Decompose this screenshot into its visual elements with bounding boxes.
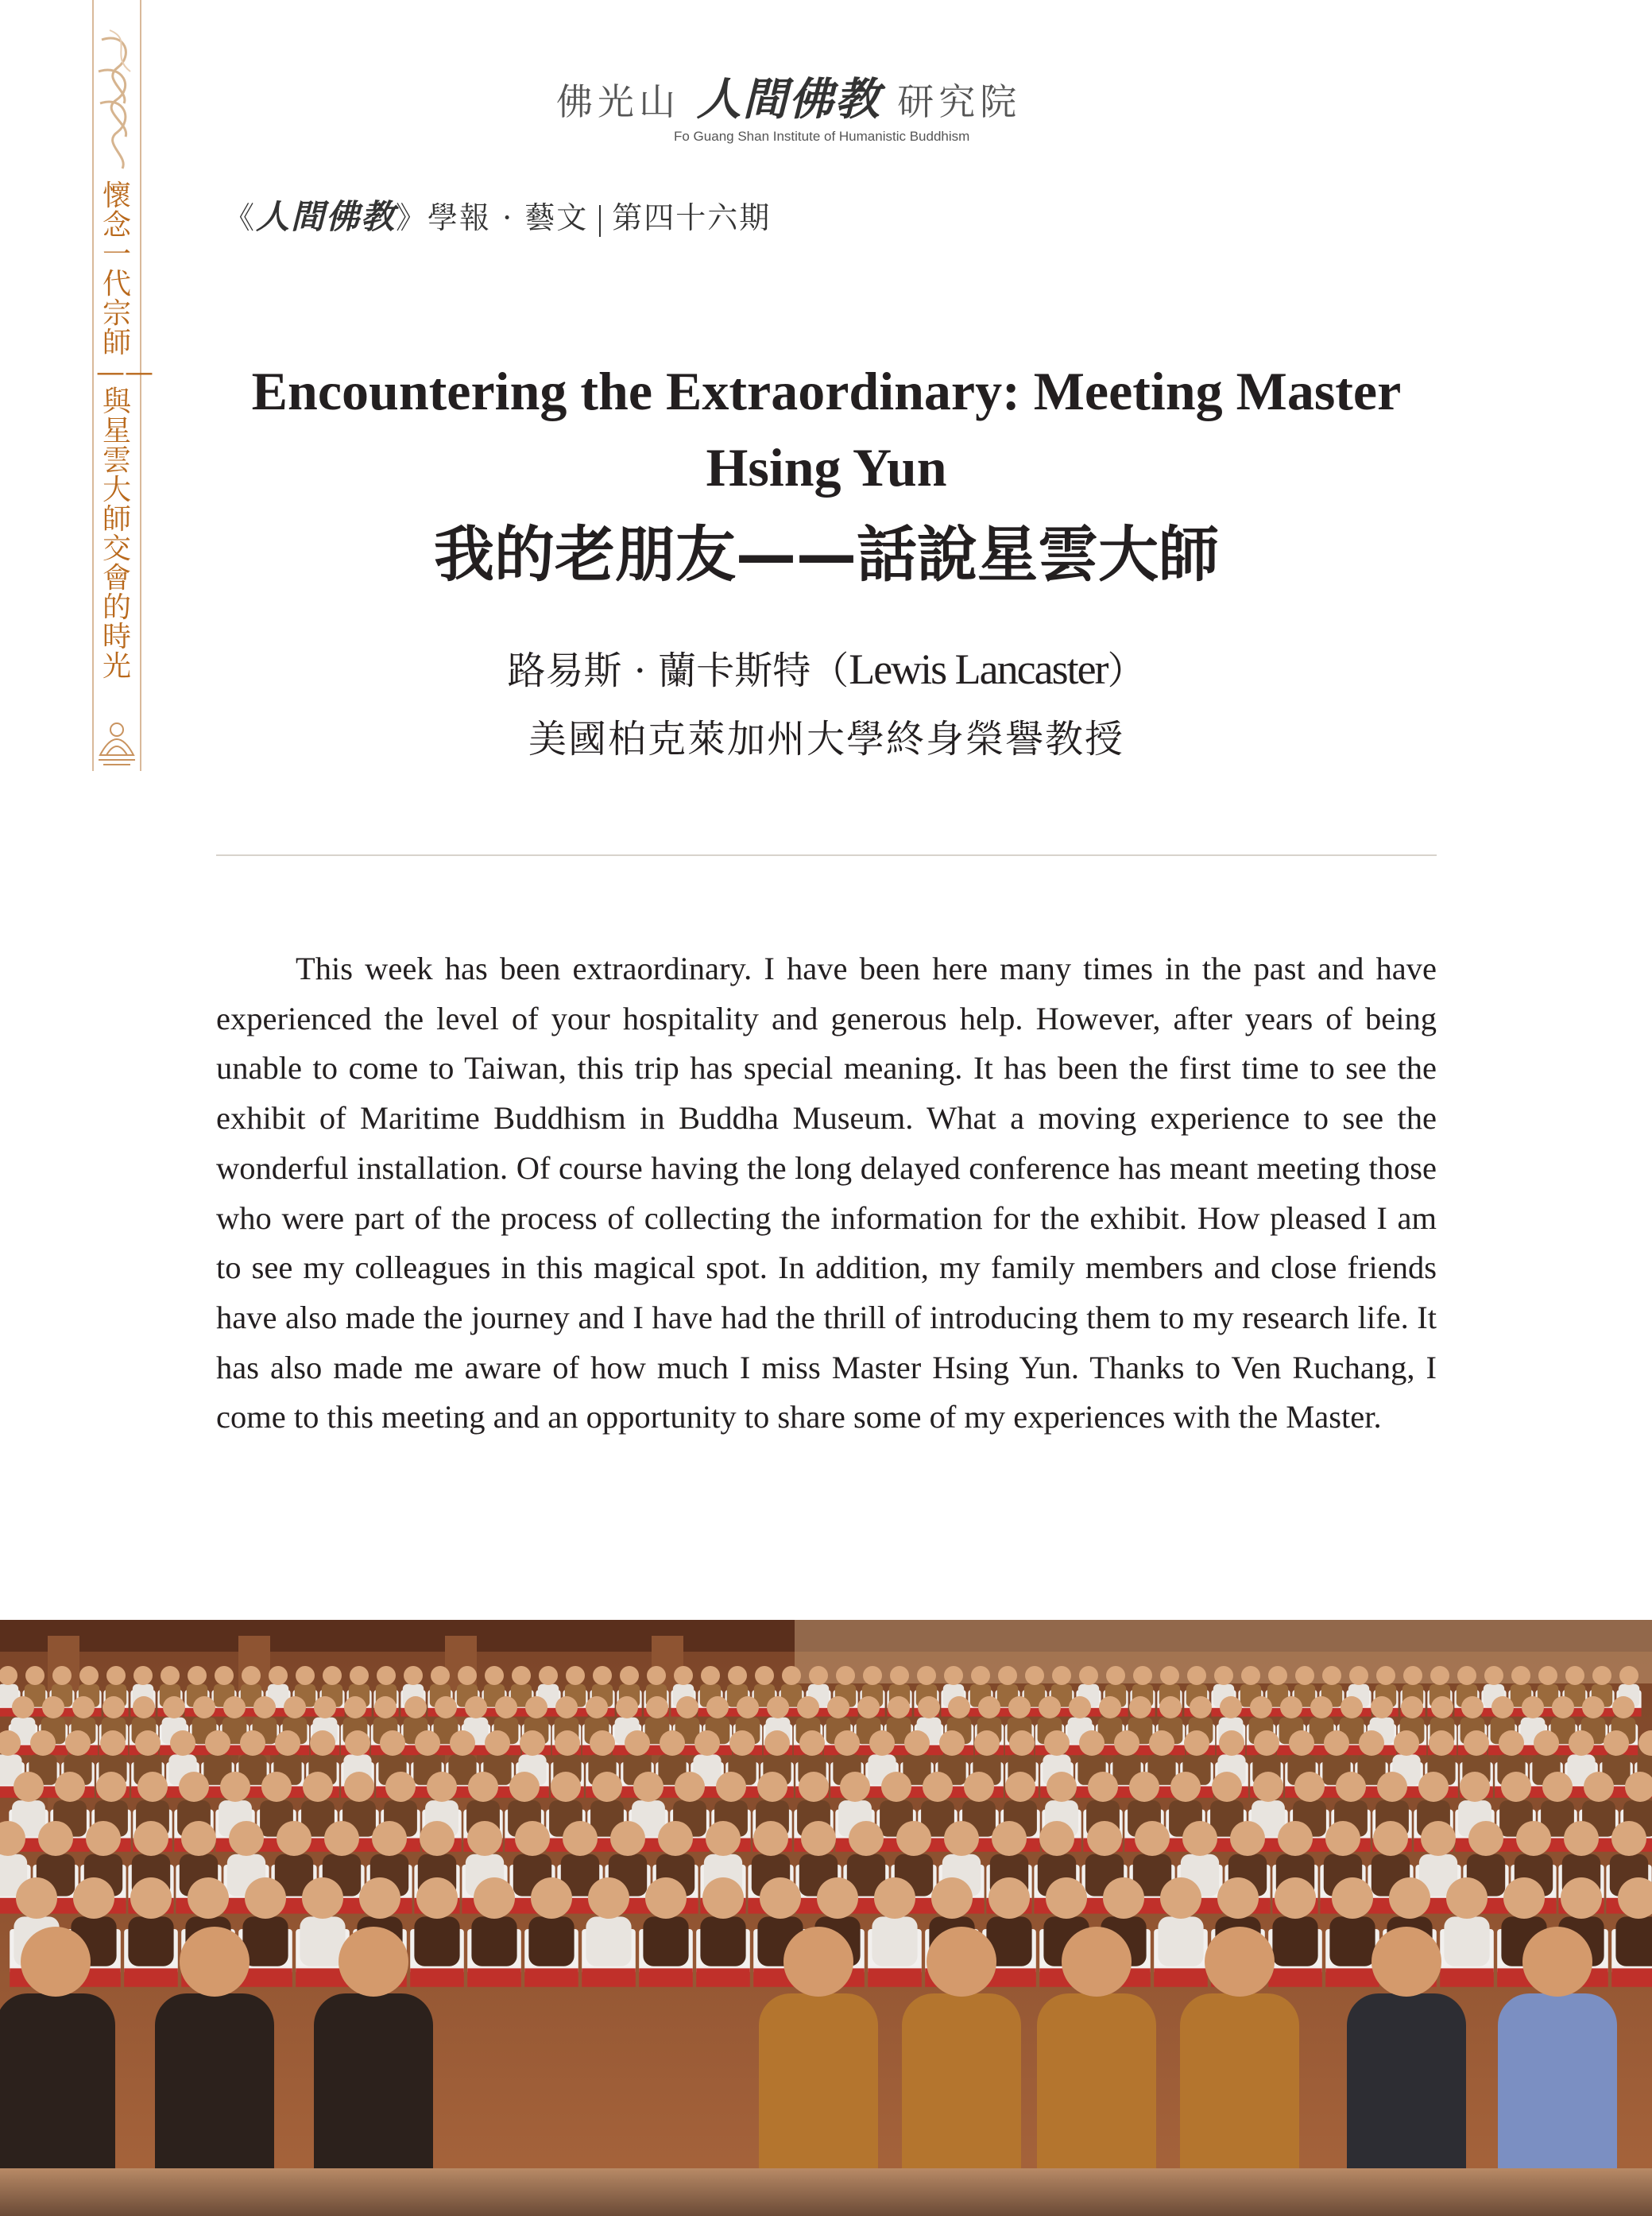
institute-suffix: 研究院 bbox=[897, 80, 1022, 123]
auditorium-photo bbox=[0, 1620, 1652, 2216]
journal-running-head bbox=[224, 191, 771, 238]
journal-issue: 第四十六期 bbox=[612, 200, 772, 235]
institute-brand: 人間佛教 bbox=[696, 74, 881, 126]
audience-member bbox=[1268, 1877, 1322, 1987]
sidebar-vertical-title: 懷念一代宗師——與星雲大師交會的時光 bbox=[96, 180, 153, 683]
sidebar-spine bbox=[92, 0, 153, 771]
audience-member bbox=[467, 1877, 521, 1987]
audience-member bbox=[410, 1877, 464, 1987]
journal-name: 人間佛教 bbox=[256, 197, 397, 236]
author-affiliation: 美國柏克萊加州大學終身榮譽教授 bbox=[528, 717, 1124, 761]
institute-logo bbox=[556, 76, 1128, 145]
audience-member bbox=[868, 1877, 922, 1987]
author-name-en: Lewis Lancaster bbox=[849, 645, 1108, 693]
journal-section: 》學報 · 藝文 bbox=[396, 200, 589, 235]
body-paragraph: This week has been extraordinary. I have been here many times in the past and have experienced the level of your hospitality and generous help. However, after years of being unable to come to Taiwan, this trip has special meaning. It has been the first time to see the exhibit of Maritime Buddhism in Buddha Museum. What a moving experience to see the wonderful installation. Of course having the long delayed conference has meant meeting those who were part of the process of collecting the information for the exhibit. How pleased I am to see my colleagues in this magical spot. In addition, my family members and close friends have also made the journey and I have had the thrill of introducing them to my research life. It has also made me aware of how much I miss Master Hsing Yun. Thanks to Ven Ruchang, I come to this meeting and an opportunity to share some of my experiences with the Master. bbox=[216, 951, 1437, 1435]
lotus-ornament-icon bbox=[95, 715, 138, 771]
author-line bbox=[183, 644, 1470, 696]
article-title-zh: 我的老朋友——話說星雲大師 bbox=[434, 519, 1219, 590]
audience-member bbox=[639, 1877, 693, 1987]
institute-prefix: 佛光山 bbox=[556, 80, 680, 123]
audience-member bbox=[1440, 1877, 1494, 1987]
author-name-zh: 路易斯 · 蘭卡斯特（ bbox=[507, 649, 849, 693]
wave-ornament-icon bbox=[94, 24, 140, 175]
audience-member bbox=[696, 1877, 750, 1987]
audience-member bbox=[1325, 1877, 1379, 1987]
audience-member bbox=[582, 1877, 636, 1987]
institute-name-en: Fo Guang Shan Institute of Humanistic Buddhism bbox=[674, 129, 970, 144]
journal-bracket-open: 《 bbox=[224, 200, 257, 235]
audience-member bbox=[124, 1877, 178, 1987]
audience-illustration bbox=[0, 1620, 1652, 2216]
institute-name-zh bbox=[556, 76, 1128, 126]
article-title-en: Encountering the Extraordinary: Meeting Master Hsing Yun bbox=[251, 361, 1402, 498]
author-bracket-close: ） bbox=[1107, 649, 1146, 693]
section-divider bbox=[216, 854, 1437, 856]
audience-member bbox=[1154, 1877, 1208, 1987]
divider-bar bbox=[599, 205, 601, 237]
audience-member bbox=[524, 1877, 578, 1987]
